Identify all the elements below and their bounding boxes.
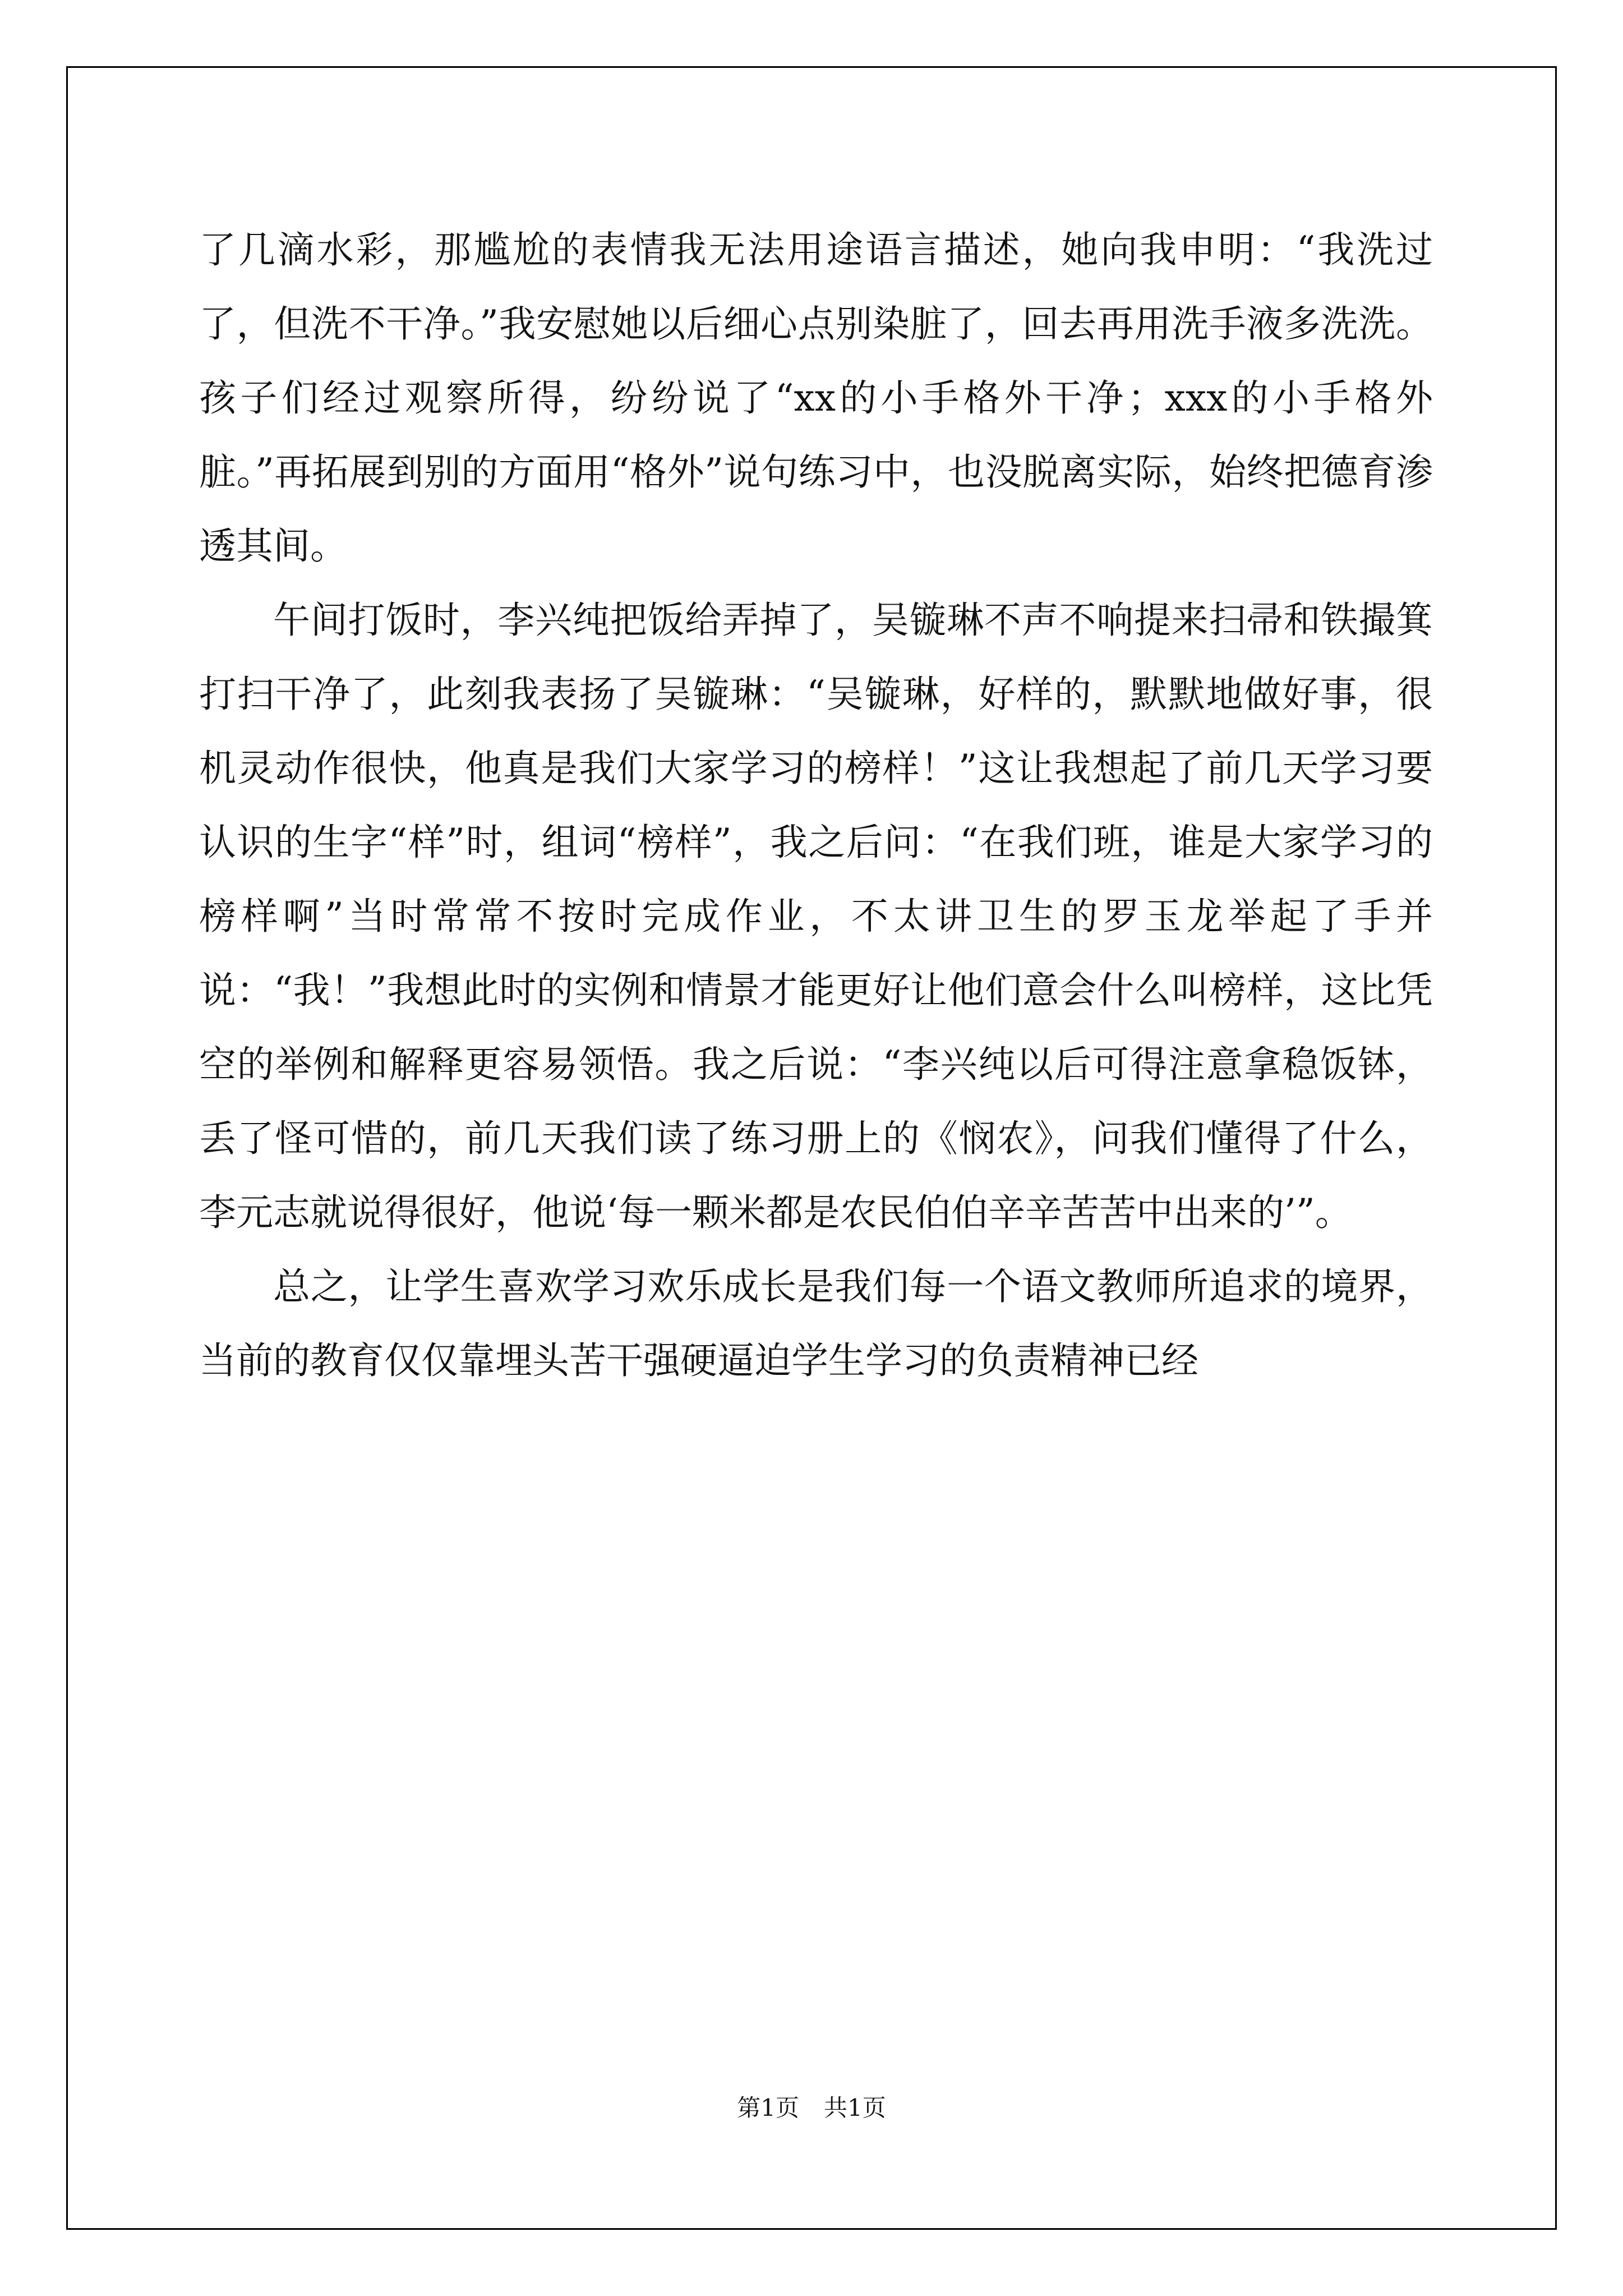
paragraph-3: 总之，让学生喜欢学习欢乐成长是我们每一个语文教师所追求的境界，当前的教育仅仅靠埋头苦干强硬逼迫学生学习的负责精神已经 [199,1265,1433,1382]
page-total: 共1页 [824,2094,886,2122]
page-number: 第1页 [737,2094,799,2122]
document-body [199,213,1433,1398]
paragraph-2: 午间打饭时，李兴纯把饭给弄掉了，吴镟琳不声不响提来扫帚和铁撮箕打扫干净了，此刻我表扬了吴镟琳：“吴镟琳，好样的，默默地做好事，很机灵动作很快，他真是我们大家学习的榜样！”这让我想起了前几天学习要认识的生字“样”时，组词“榜样”，我之后问：“在我们班，谁是大家学习的榜样啊”当时常常不按时完成作业，不太讲卫生的罗玉龙举起了手并说：“我！”我想此时的实例和情景才能更好让他们意会什么叫榜样，这比凭空的举例和解释更容易领悟。我之后说：“李兴纯以后可得注意拿稳饭钵，丢了怪可惜的，前几天我们读了练习册上的《悯农》，问我们懂得了什么，李元志就说得很好，他说‘每一颗米都是农民伯伯辛辛苦苦中出来的’”。 [199,599,1433,1234]
paragraph-1: 了几滴水彩，那尴尬的表情我无法用途语言描述，她向我申明：“我洗过了，但洗不干净。”我安慰她以后细心点别染脏了，回去再用洗手液多洗洗。孩子们经过观察所得，纷纷说了“xx的小手格外干净；xxx的小手格外脏。”再拓展到别的方面用“格外”说句练习中，也没脱离实际，始终把德育渗透其间。 [199,228,1433,568]
page-footer [0,2090,1623,2123]
